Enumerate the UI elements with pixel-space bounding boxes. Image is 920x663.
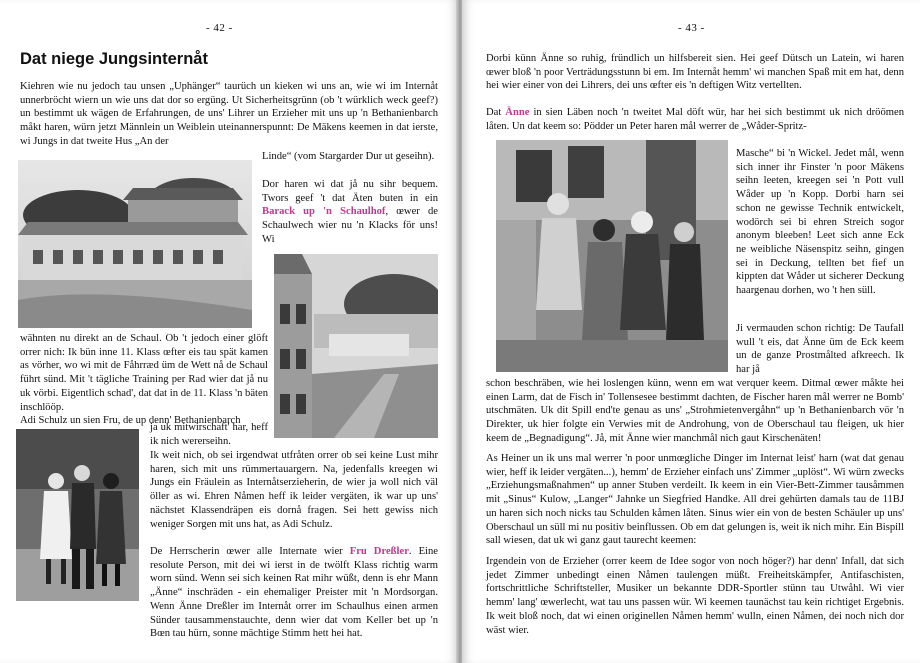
paragraph: Dat Änne in sien Läben noch 'n tweitet Mal döft wür, har hei sich bestimmt uk nich dröömen låten. Un dat keem so: Pödder un Peter haren mål werrer de „Wåder-Spritz- <box>486 107 904 132</box>
page-number: - 43 - <box>678 22 705 34</box>
chapter-title: Dat niege Jungsinternåt <box>20 50 208 68</box>
paragraph: Dor haren wi dat jå nu sihr bequem. Twors geef 't dat Äten buten in ein Barack up 'n Schaulhof, œwer de Schaulwech wier nu 'n Klacks för uns! Wi <box>262 179 438 245</box>
paragraph: schon beschräben, wie hei loslengen künn, wenn em wat verquer keem. Ditmal œwer måkte hei einen Larm, dat de Fisch in' Tollensesee bestimmt dachten, de Fischer haren mål werrer ne Bomb' utschmäten. Uk dit Spill end'te genau as uns' „Strohmietenvergåhn“ up 'n Bethanienbarch vör 'n Direkter, uk hier folgte ein Verwies mit de Androhung, von de Oberschaul tau fleigen, uk hier keem de „Begnadigung“. Jå, mit Änne wier manchmål nich gaut Kirschenäten! <box>486 378 904 444</box>
paragraph: Masche“ bi 'n Wickel. Jedet mål, wenn sich inner ihr Finster 'n poor Mäkens seihn leeten, kreegen sei 'n Pott vull Wåder up 'n Kopp. Dorbi harn sei schon ne gewisse Technik entwickelt, wodörch sei bi ehren Streich sogor anonym bleeben! Leet sich anne Eck ne weibliche Näsenspitz seihn, gingen sei in Deckung, tellten bet fief un kippten dat Wåder ut sicherer Deckung haargenau dorhen, wo 't hen süll. <box>736 148 904 297</box>
paragraph: Linde“ (vom Stargarder Dur ut geseihn). <box>262 151 435 162</box>
paragraph: Ik weit nich, ob sei irgendwat utfråten orrer ob sei keine Lust mihr haren, sich mit uns rümmertauargern. Na, jedenfalls kreegen wi Jungs ein Fräulein as Internåtserzieherin, de wier ja woll nich väl öller as wi. Ehren Nåmen heff ik leider vergäten, ik war up uns' nächstet Klassendräpen eis dornå fragen. Sei hett gewiss nich weniger Sorgen mit uns hat, as Adi Schulz. <box>150 450 438 530</box>
paragraph: As Heiner un ik uns mal werrer 'n poor unmœgliche Dinger im Internat leist' harn (wat dat genau wier, heff ik leider vergäten...), hemm' de Erzieher einfach uns' Zimmer „uplöst“. Wi würn zwecks „Erziehungsmaßnahmen“ up anner Stuben verdeilt. Ik keem in ein Vier-Bett-Zimmer tausåmmen mit „Sinus“ Kulow, „Langer“ Jahnke un Siegfried Handke. All drei gehürten damals tau de 11BJ un haren sich noch nicks tau Schulden kåmen låten. Sinus wier ein von de besten Schäuler up uns' Oberschaul un süll mi nu positiv beinflussen. Ob em dat gelungen is, weit ik nich mihr. Ein Bispill sall wiesen, dat uk wi ganz gaut taurecht keemen: <box>486 453 904 547</box>
paragraph: Adi Schulz un sien Fru, de up denn' Bethanienbarch <box>20 415 241 426</box>
paragraph: Irgendein von de Erzieher (orrer keem de Idee sogor von noch höger?) har denn' Infall, dat sich jedet Zimmer unbedingt einen Nåmen taulengen müßt. Freiheitskämpfer, Antifaschisten, fortschrittliche Schriftsteller, Musiker un bekannte DDR-Sportler stünn tau Utwåhl. Wi vier hemm' lang' œwerlecht, wat tau uns passen wür. Wi keemen taunächst tau kein richtiget Ergebnis. Ik weit bloß noch, dat wi einen originellen Nåmen hemm' wulln, einen Nåmen, dei noch nich dor wäst wier. <box>486 556 904 636</box>
paragraph: Kiehren wie nu jedoch tau unsen „Uphänger“ taurüch un kieken wi uns an, wie wi im Internåt unnerbröcht wiern un wie uns dat dor so ergüng. Ut Sicherheitsgrünn (ob 't würklich weck geef?) un bestimmt uk wägen de Erfahrungen, de uns' Lihrer un Erzieher mit uns up 'n Bethanienbarch måkt haren, würn jetzt Männlein un Weiblein uteinannerspunnt: De Mäkens keemen in dat ierste, wi Jungs in dat tweite Hus „An der <box>20 81 438 147</box>
people-photo <box>16 429 139 601</box>
paragraph: Dorbi künn Änne so ruhig, fründlich un hilfsbereit sien. Hei geef Dütsch un Latein, wi haren œwer bloß 'n poor Verträdungsstunn bi em. Im Internåt hemm' wi manchen Spaß mit em hat, denn hei wier einer von dei Lihrers, dei uns œfter eis 'n deftigen Witz vertellten. <box>486 53 904 92</box>
highlight-aenne: Änne <box>505 107 530 118</box>
highlight-barack: Barack up 'n Schaulhof <box>262 206 386 218</box>
highlight-dressler: Fru Dreßler <box>349 546 409 557</box>
page-number: - 42 - <box>206 22 233 34</box>
right-page <box>462 0 920 663</box>
paragraph: ja uk mitwirschaft' har, heff ik nich wererseihn. <box>150 422 268 447</box>
paragraph: De Herrscherin œwer alle Internate wier Fru Dreßler. Eine resolute Person, mit dei wi ierst in de twölft Klass richtig warm worn sünd. Wenn sei sich keinen Rat mihr wüßt, denn is ehr Mann „Änne“ inschräden - ein ehemaliger Preister mit 'n Mordsorgan. Wenn Änne Dreßler im Internåt orrer im Schaulhus einen armen Sünder tausammenstauchte, denn wier dat vom Keller bet up 'n Bœn tau hürn, sonne mächtige Stimm hett hei hat. <box>150 546 438 640</box>
internat-building-photo <box>274 254 438 438</box>
group-photo <box>496 140 728 372</box>
left-page <box>0 0 458 663</box>
school-building-photo <box>18 160 252 328</box>
paragraph: wähnten nu direkt an de Schaul. Ob 't jedoch einer glöft orrer nich: Ik bün inne 11. Klass œfter eis tau spät kamen as vörher, wo wi mit de Fåhrræd üm de Wett nå de Schaul führt sünd. Mit 't tägliche Training per Rad wier dat jå nu uk vörbi. Eigentlich schad', dat dat in de 11. Klass 'n bäten inschlööp. <box>20 333 268 413</box>
paragraph: Ji vermauden schon richtig: De Taufall wull 't eis, dat Änne üm de Eck keem un de ganze Prostmålted afkreech. Ik har jå <box>736 323 904 376</box>
